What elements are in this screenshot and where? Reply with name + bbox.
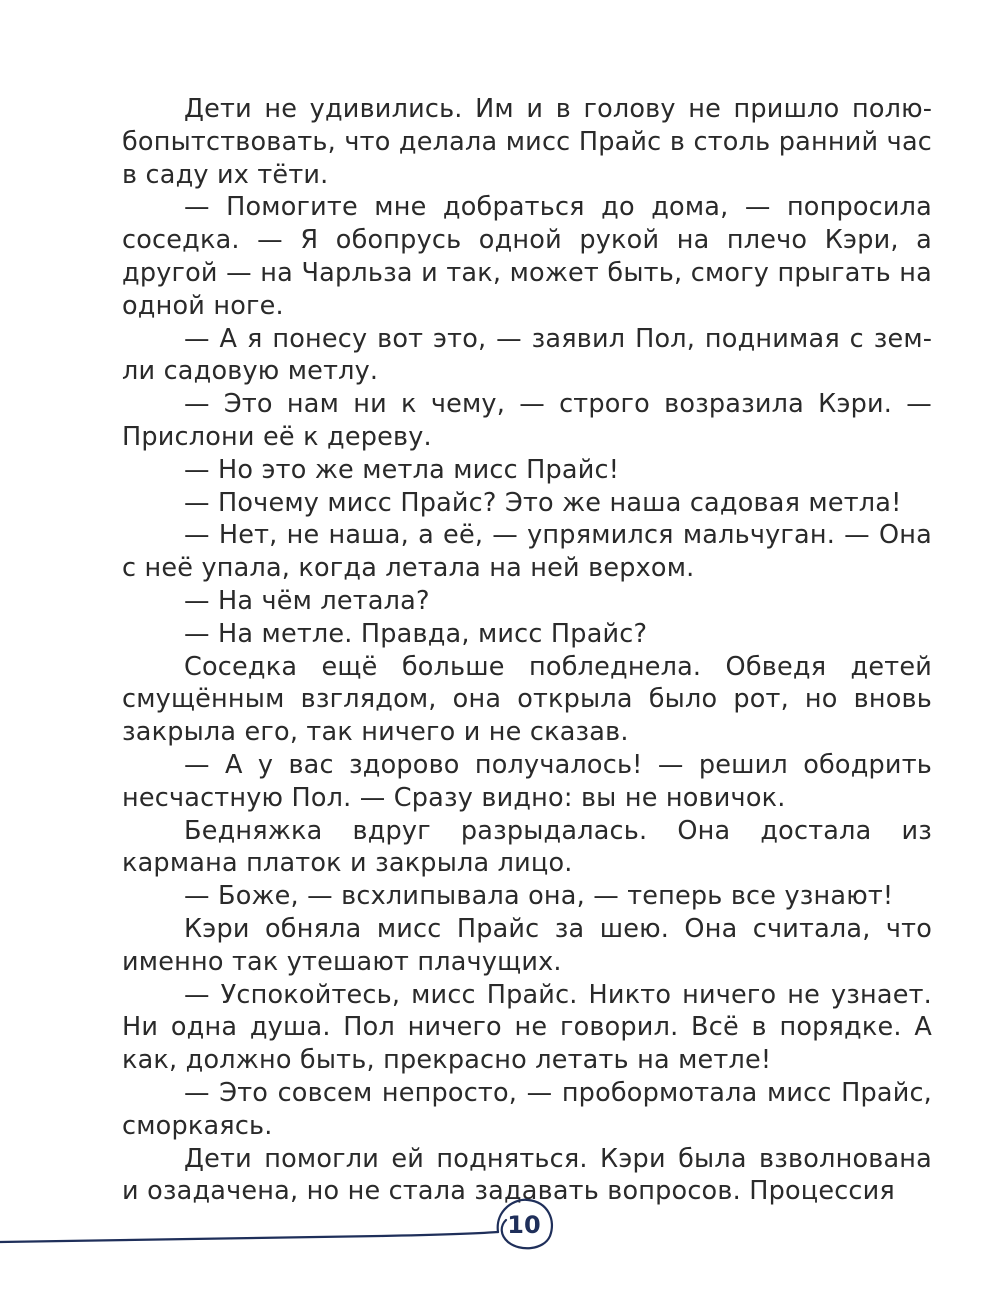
paragraph: — Помогите мне добраться до дома, — попросила соседка. — Я обопрусь одной рукой на плечо Кэри, а другой — на Чарльза и так, может быть, смогу прыгать на одной ноге.	[122, 192, 932, 321]
paragraph: — На чём летала?	[184, 585, 430, 616]
paragraph: — Это нам ни к чему, — строго возразила Кэри. — Прислони её к дереву.	[122, 389, 932, 452]
paragraph: — Успокойтесь, мисс Прайс. Никто ничего не узнает. Ни одна душа. Пол ничего не говорил. Всё в порядке. А как, должно быть, прекрасно летать на метле!	[122, 979, 932, 1076]
paragraph: — На метле. Правда, мисс Прайс?	[184, 618, 648, 649]
paragraph: Соседка ещё больше побледнела. Обведя детей смущённым взглядом, она открыла было рот, но вновь закрыла его, так ничего и не сказав.	[122, 651, 932, 748]
hand-drawn-line	[0, 1232, 498, 1242]
paragraph: — Это совсем непросто, — пробормотала мисс Прайс, сморкаясь.	[122, 1077, 932, 1141]
paragraph: Кэри обняла мисс Прайс за шею. Она считала, что именно так утешают плачущих.	[122, 913, 932, 977]
paragraph: — Но это же метла мисс Прайс!	[184, 454, 620, 485]
paragraph: — А я понесу вот это, — заявил Пол, поднимая с земли садовую метлу.	[122, 323, 932, 387]
paragraph: — Нет, не наша, а её, — упрямился мальчуган. — Она с неё упала, когда летала на ней верхом.	[122, 520, 932, 584]
paragraph: Дети не удивились. Им и в голову не пришло полюбопытствовать, что делала мисс Прайс в столь ранний час в саду их тёти.	[122, 94, 932, 190]
paragraph: — Боже, — всхлипывала она, — теперь все узнают!	[184, 881, 894, 912]
paragraph: Дети помогли ей подняться. Кэри была взволнована и озадачена, но не стала задавать вопросов. Процессия	[122, 1143, 932, 1207]
paragraph: — Почему мисс Прайс? Это же наша садовая метла!	[184, 487, 902, 518]
paragraph: Бедняжка вдруг разрыдалась. Она достала из кармана платок и закрыла лицо.	[122, 815, 932, 879]
body-text	[122, 93, 932, 1208]
page-number: 10	[507, 1211, 541, 1239]
paragraph: — А у вас здорово получалось! — решил ободрить несчастную Пол. — Сразу видно: вы не новичок.	[122, 749, 932, 813]
